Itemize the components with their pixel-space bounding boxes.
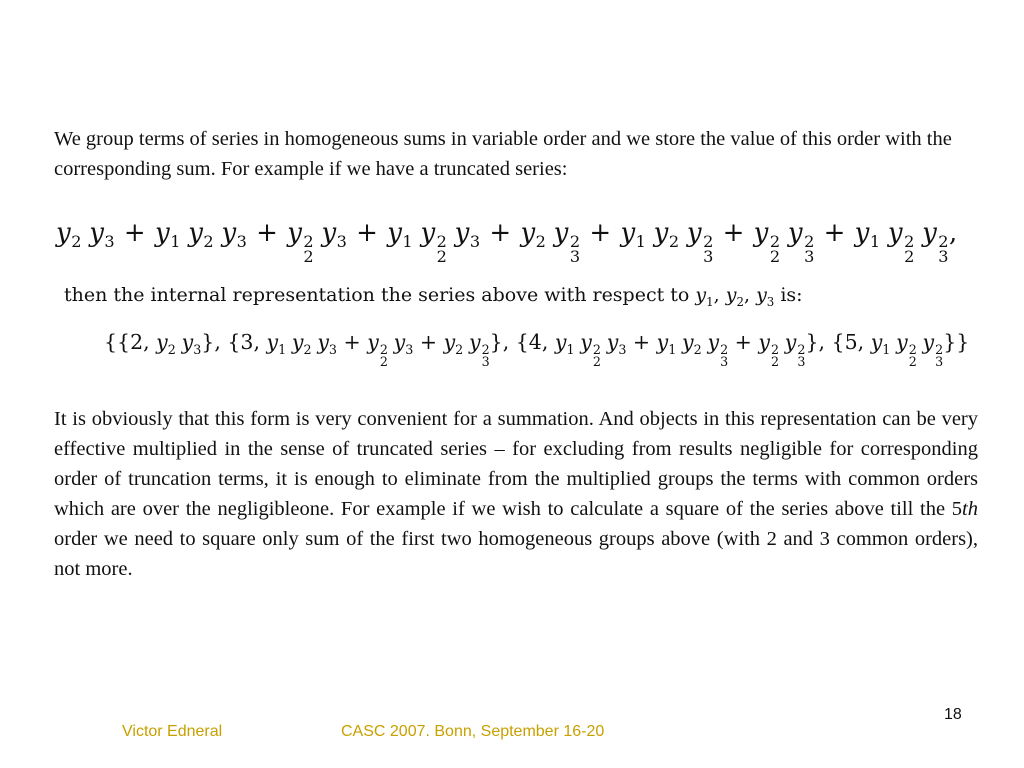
representation-intro-suffix: is:	[780, 284, 803, 306]
representation-formula: {{2, $y_2$ $y_3$}, {3, $y_1$ $y_2$ $y_3 + y$ 2 2 $y_3 + y_2$ y 2 3 }, {4, $y_1$ y 2 2 $y_3 + y_1$ $y_2$ y 2 3 + y 2 2 y 2 3 }, {5, $y_1$ y 2 2 y 2 3 }}	[104, 330, 970, 369]
body-text-emphasis: th	[962, 498, 978, 520]
body-text-after: order we need to square only sum of the first two homogeneous groups above (with 2 and 3 common orders), not more.	[54, 528, 978, 580]
body-paragraph	[54, 404, 978, 584]
representation-variables: $y_1$, $y_2$, $y_3$	[695, 284, 775, 309]
intro-paragraph: We group terms of series in homogeneous sums in variable order and we store the value of this order with the corresponding sum. For example if we have a truncated series:	[54, 128, 952, 180]
footer-author: Victor Edneral	[122, 723, 223, 740]
body-text-before: It is obviously that this form is very convenient for a summation. And objects in this representation can be very effective multiplied in the sense of truncated series – for excluding from results negligible for corresponding order of truncation terms, it is enough to eliminate from the multiplied groups the terms with common orders which are over the negligibleone. For example if we wish to calculate a square of the series above till the 5	[54, 408, 978, 520]
series-formula: $y_2$ $y_3 + y_1$ $y_2$ $y_3 + y$ 2 2 $y_3 + y_1$ y 2 2 $y_3 + y_2$ y 2 3 + $y_1$ $y_2$ y 2 3 + y 2 2 y 2 3 + $y_1$ y 2 2 y 2 3 ,	[56, 218, 958, 267]
representation-intro	[64, 284, 803, 309]
representation-intro-text: then the internal representation the series above with respect to	[64, 284, 690, 306]
footer-conference: CASC 2007. Bonn, September 16-20	[341, 723, 605, 740]
page-number: 18	[944, 706, 962, 723]
